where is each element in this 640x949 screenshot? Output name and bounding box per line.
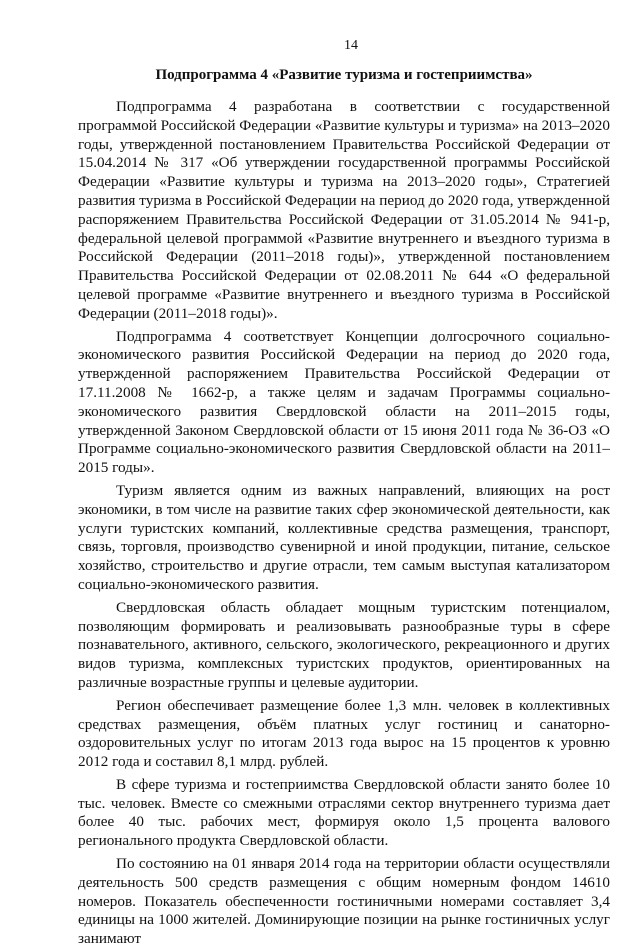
page-number: 14 (344, 38, 358, 53)
paragraph-accommodation-volume: Регион обеспечивает размещение более 1,3 млн. человек в коллективных средствах размещения, объём платных услуг гостиниц и санаторно-оздоровительных услуг по итогам 2013 года вырос на 15 процентов к уровню 2012 года и составил 8,1 млрд. рублей. (78, 696, 610, 771)
paragraph-employment: В сфере туризма и гостеприимства Свердловской области занято более 10 тыс. человек. Вместе со смежными отраслями сектор внутреннего туризма дает более 40 тыс. рабочих мест, формируя около 1,5 процента валового регионального продукта Свердловской области. (78, 775, 610, 850)
paragraph-tourism-potential: Свердловская область обладает мощным туристским потенциалом, позволяющим формировать и реализовывать разнообразные туры в сфере познавательного, активного, сельского, экологического, рекреационного и других видов туризма, комплексных туристских продуктов, ориентированных на различные возрастные группы и целевые аудитории. (78, 598, 610, 691)
section-heading: Подпрограмма 4 «Развитие туризма и гостеприимства» (155, 67, 533, 83)
paragraph-accommodation-facilities: По состоянию на 01 января 2014 года на территории области осуществляли деятельность 500 средств размещения с общим номерным фондом 14610 номеров. Показатель обеспеченности гостиничными номерами составляет 3,4 единицы на 1000 жителей. Доминирующие позиции на рынке гостиничных услуг занимают (78, 855, 610, 948)
paragraph-concept-compliance: Подпрограмма 4 соответствует Концепции долгосрочного социально-экономического развития Российской Федерации на период до 2020 года, утвержденной распоряжением Правительства Российской Федерации от 17.11.2008 № 1662-р, а также целям и задачам Программы социально-экономического развития Свердловской области на 2011–2015 годы, утвержденной Законом Свердловской области от 15 июня 2011 года № 36-ОЗ «О Программе социально-экономического развития Свердловской области на 2011–2015 годы». (78, 327, 610, 477)
paragraph-tourism-importance: Туризм является одним из важных направлений, влияющих на рост экономики, в том числе на развитие таких сфер экономической деятельности, как услуги туристских компаний, коллективные средства размещения, транспорт, связь, торговля, производство сувенирной и иной продукции, питание, сельское хозяйство, строительство и другие отрасли, тем самым выступая катализатором социально-экономического развития. (78, 481, 610, 593)
paragraph-legal-basis: Подпрограмма 4 разработана в соответствии с государственной программой Российской Федерации «Развитие культуры и туризма» на 2013–2020 годы, утвержденной постановлением Правительства Российской Федерации от 15.04.2014 № 317 «Об утверждении государственной программы Российской Федерации «Развитие культуры и туризма на 2013–2020 годы», Стратегией развития туризма в Российской Федерации на период до 2020 года, утвержденной распоряжением Правительства Российской Федерации от 31.05.2014 № 941-р, федеральной целевой программой «Развитие внутреннего и въездного туризма в Российской Федерации (2011–2018 годы)», утвержденной постановлением Правительства Российской Федерации от 02.08.2011 № 644 «О федеральной целевой программе «Развитие внутреннего и въездного туризма в Российской Федерации (2011–2018 годы)». (78, 98, 610, 322)
